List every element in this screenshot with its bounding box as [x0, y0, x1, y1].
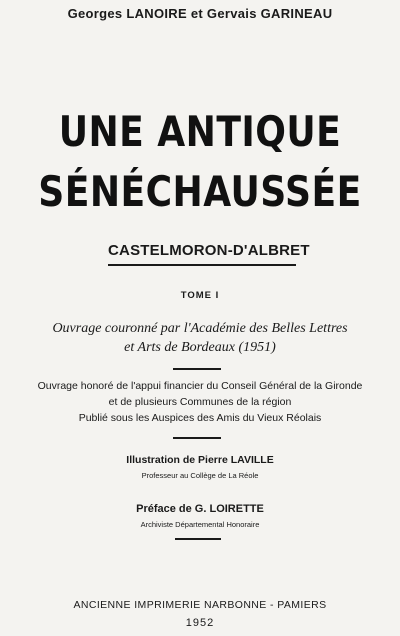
publisher: ANCIENNE IMPRIMERIE NARBONNE - PAMIERS	[73, 599, 327, 611]
divider-2	[173, 437, 221, 439]
authors: Georges LANOIRE et Gervais GARINEAU	[67, 6, 333, 21]
award-line-1: Ouvrage couronné par l'Académie des Belles Lettres	[52, 321, 348, 336]
subtitle-underline	[108, 264, 296, 266]
divider-1	[173, 368, 221, 370]
illustration-credit: Illustration de Pierre LAVILLE	[126, 454, 274, 466]
preface-credit: Préface de G. LOIRETTE	[136, 503, 264, 515]
volume-number: TOME I	[180, 290, 220, 301]
support-line-3: Publié sous les Auspices des Amis du Vieux Réolais	[78, 412, 322, 424]
book-title-line-1: UNE ANTIQUE	[58, 107, 342, 156]
support-line-2: et de plusieurs Communes de la région	[108, 396, 292, 408]
award-line-2: et Arts de Bordeaux (1951)	[124, 340, 276, 355]
divider-3	[175, 538, 221, 540]
illustrator-role: Professeur au Collège de La Réole	[141, 471, 259, 480]
support-line-1: Ouvrage honoré de l'appui financier du Conseil Général de la Gironde	[37, 380, 363, 392]
book-subtitle: CASTELMORON-D'ALBRET	[108, 242, 310, 259]
book-title-line-2: SÉNÉCHAUSSÉE	[38, 167, 362, 216]
preface-author-role: Archiviste Départemental Honoraire	[140, 520, 260, 529]
publication-year: 1952	[185, 617, 215, 629]
